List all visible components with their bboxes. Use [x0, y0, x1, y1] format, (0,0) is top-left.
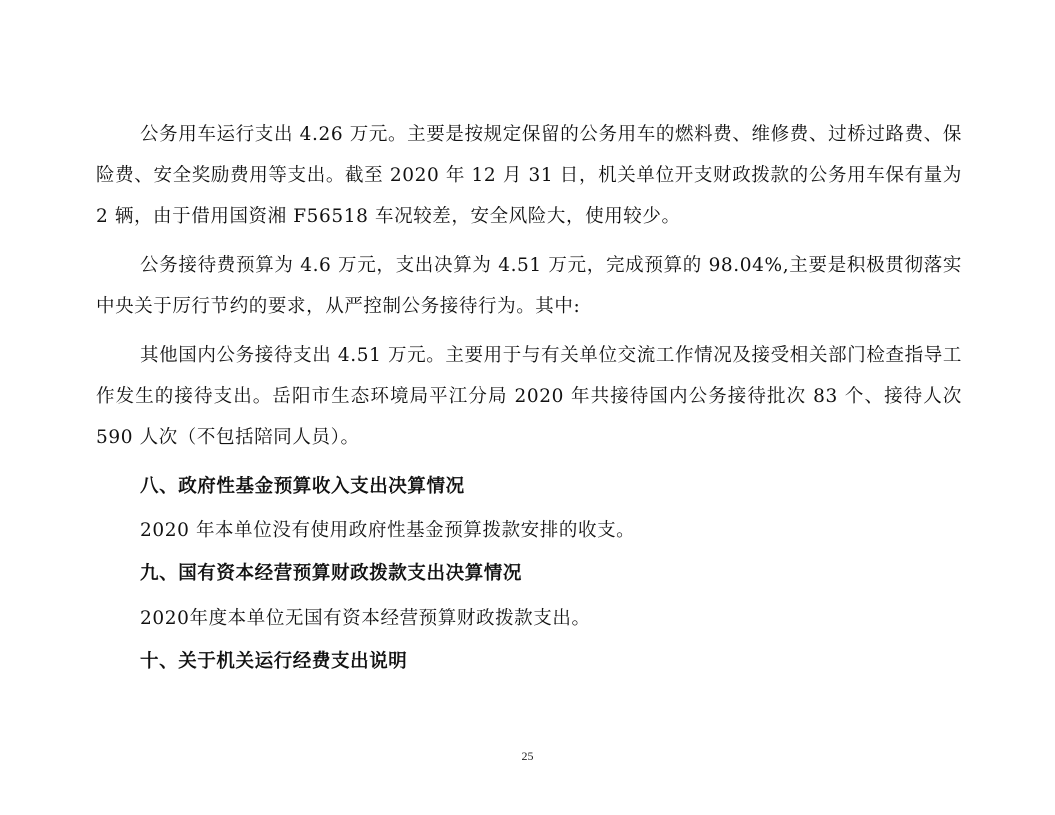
- paragraph-vehicle-operation: 公务用车运行支出 4.26 万元。主要是按规定保留的公务用车的燃料费、维修费、过桥过路费、保险费、安全奖励费用等支出。截至 2020 年 12 月 31 日，机关单位开支财政拨款的公务用车保有量为 2 辆，由于借用国资湘 F56518 车况较差，安全风险大，使用较少。: [96, 124, 962, 227]
- section-8-heading: 八、政府性基金预算收入支出决算情况: [140, 476, 465, 497]
- page-number: 25: [521, 749, 534, 763]
- section-9-body: 2020年度本单位无国有资本经营预算财政拨款支出。: [140, 608, 591, 629]
- paragraph-domestic-reception: 其他国内公务接待支出 4.51 万元。主要用于与有关单位交流工作情况及接受相关部门检查指导工作发生的接待支出。岳阳市生态环境局平江分局 2020 年共接待国内公务接待批次 83 个、接待人次 590 人次（不包括陪同人员）。: [96, 345, 962, 448]
- section-8-body: 2020 年本单位没有使用政府性基金预算拨款安排的收支。: [140, 520, 636, 541]
- section-9-heading: 九、国有资本经营预算财政拨款支出决算情况: [140, 563, 523, 584]
- section-10-heading: 十、关于机关运行经费支出说明: [140, 651, 408, 672]
- paragraph-reception-budget: 公务接待费预算为 4.6 万元，支出决算为 4.51 万元，完成预算的 98.04%,主要是积极贯彻落实中央关于厉行节约的要求，从严控制公务接待行为。其中:: [96, 255, 962, 317]
